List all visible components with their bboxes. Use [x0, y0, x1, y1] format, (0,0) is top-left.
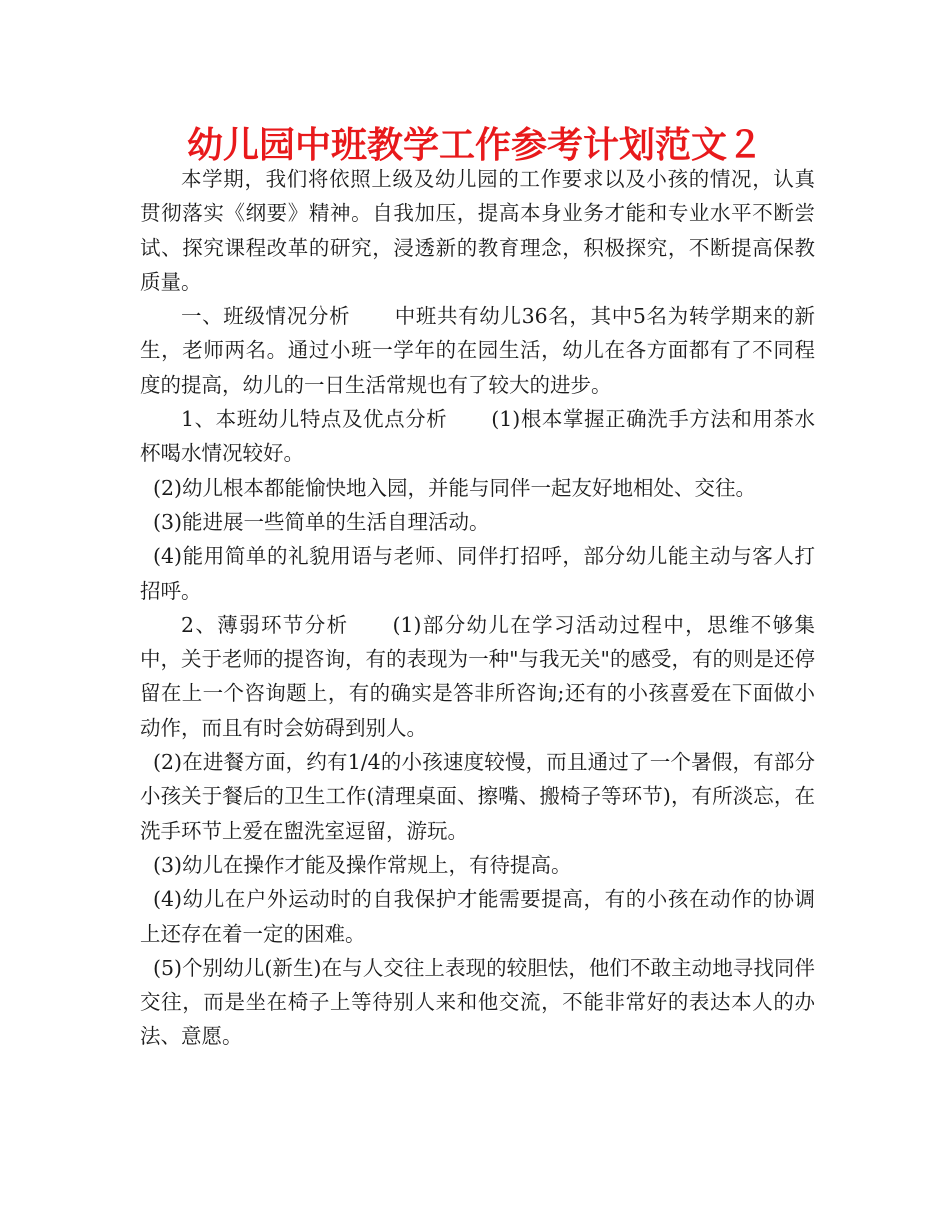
- paragraph-weakness-5: [140, 951, 815, 1054]
- paragraph-weakness-3: [140, 848, 815, 882]
- section-heading: 一、班级情况分析: [181, 304, 351, 329]
- document-body: [140, 162, 815, 1054]
- paragraph-text: (1)部分幼儿在学习活动过程中，思维不够集中，关于老师的提咨询，有的表现为一种"与我无关"的感受，有的则是还停留在上一个咨询题上，有的确实是答非所咨询;还有的小孩喜爱在下面做小动作，而且有时会妨碍到别人。: [140, 612, 815, 740]
- paragraph-text: (5)个别幼儿(新生)在与人交往上表现的较胆怯，他们不敢主动地寻找同伴交往，而是坐在椅子上等待别人来和他交流，不能非常好的表达本人的办法、意愿。: [140, 955, 815, 1049]
- paragraph-text: (4)能用简单的礼貌用语与老师、同伴打招呼，部分幼儿能主动与客人打招呼。: [140, 544, 815, 603]
- paragraph-strength-2: [140, 471, 815, 505]
- paragraph-strength-3: [140, 505, 815, 539]
- paragraph-text: (4)幼儿在户外运动时的自我保护才能需要提高，有的小孩在动作的协调上还存在着一定的困难。: [140, 887, 815, 946]
- section-heading: 1、本班幼儿特点及优点分析: [181, 407, 448, 432]
- paragraph-weaknesses: [140, 608, 815, 745]
- paragraph-weakness-2: [140, 745, 815, 848]
- paragraph-text: (2)在进餐方面，约有1/4的小孩速度较慢，而且通过了一个暑假，有部分小孩关于餐后的卫生工作(清理桌面、擦嘴、搬椅子等环节)，有所淡忘，在洗手环节上爱在盥洗室逗留，游玩。: [140, 750, 815, 843]
- document-title: 幼儿园中班教学工作参考计划范文２: [186, 125, 763, 166]
- paragraph-text: (3)能进展一些简单的生活自理活动。: [153, 509, 490, 534]
- paragraph-text: (1)根本掌握正确洗手方法和用茶水杯喝水情况较好。: [140, 407, 816, 466]
- paragraph-text: 中班共有幼儿36名，其中5名为转学期来的新生，老师两名。通过小班一学年的在园生活，幼儿在各方面都有了不同程度的提高，幼儿的一日生活常规也有了较大的进步。: [140, 304, 815, 397]
- paragraph-strengths: [140, 402, 815, 471]
- paragraph-class-analysis: [140, 299, 815, 402]
- paragraph-intro: [140, 162, 815, 299]
- paragraph-text: 本学期，我们将依照上级及幼儿园的工作要求以及小孩的情况，认真贯彻落实《纲要》精神。自我加压，提高本身业务才能和专业水平不断尝试、探究课程改革的研究，浸透新的教育理念，积极探究，不断提高保教质量。: [140, 167, 815, 294]
- paragraph-strength-4: [140, 539, 815, 608]
- paragraph-text: (2)幼儿根本都能愉快地入园，并能与同伴一起友好地相处、交往。: [153, 475, 757, 500]
- paragraph-weakness-4: [140, 882, 815, 951]
- section-heading: 2、薄弱环节分析: [181, 612, 349, 637]
- paragraph-text: (3)幼儿在操作才能及操作常规上，有待提高。: [153, 852, 572, 877]
